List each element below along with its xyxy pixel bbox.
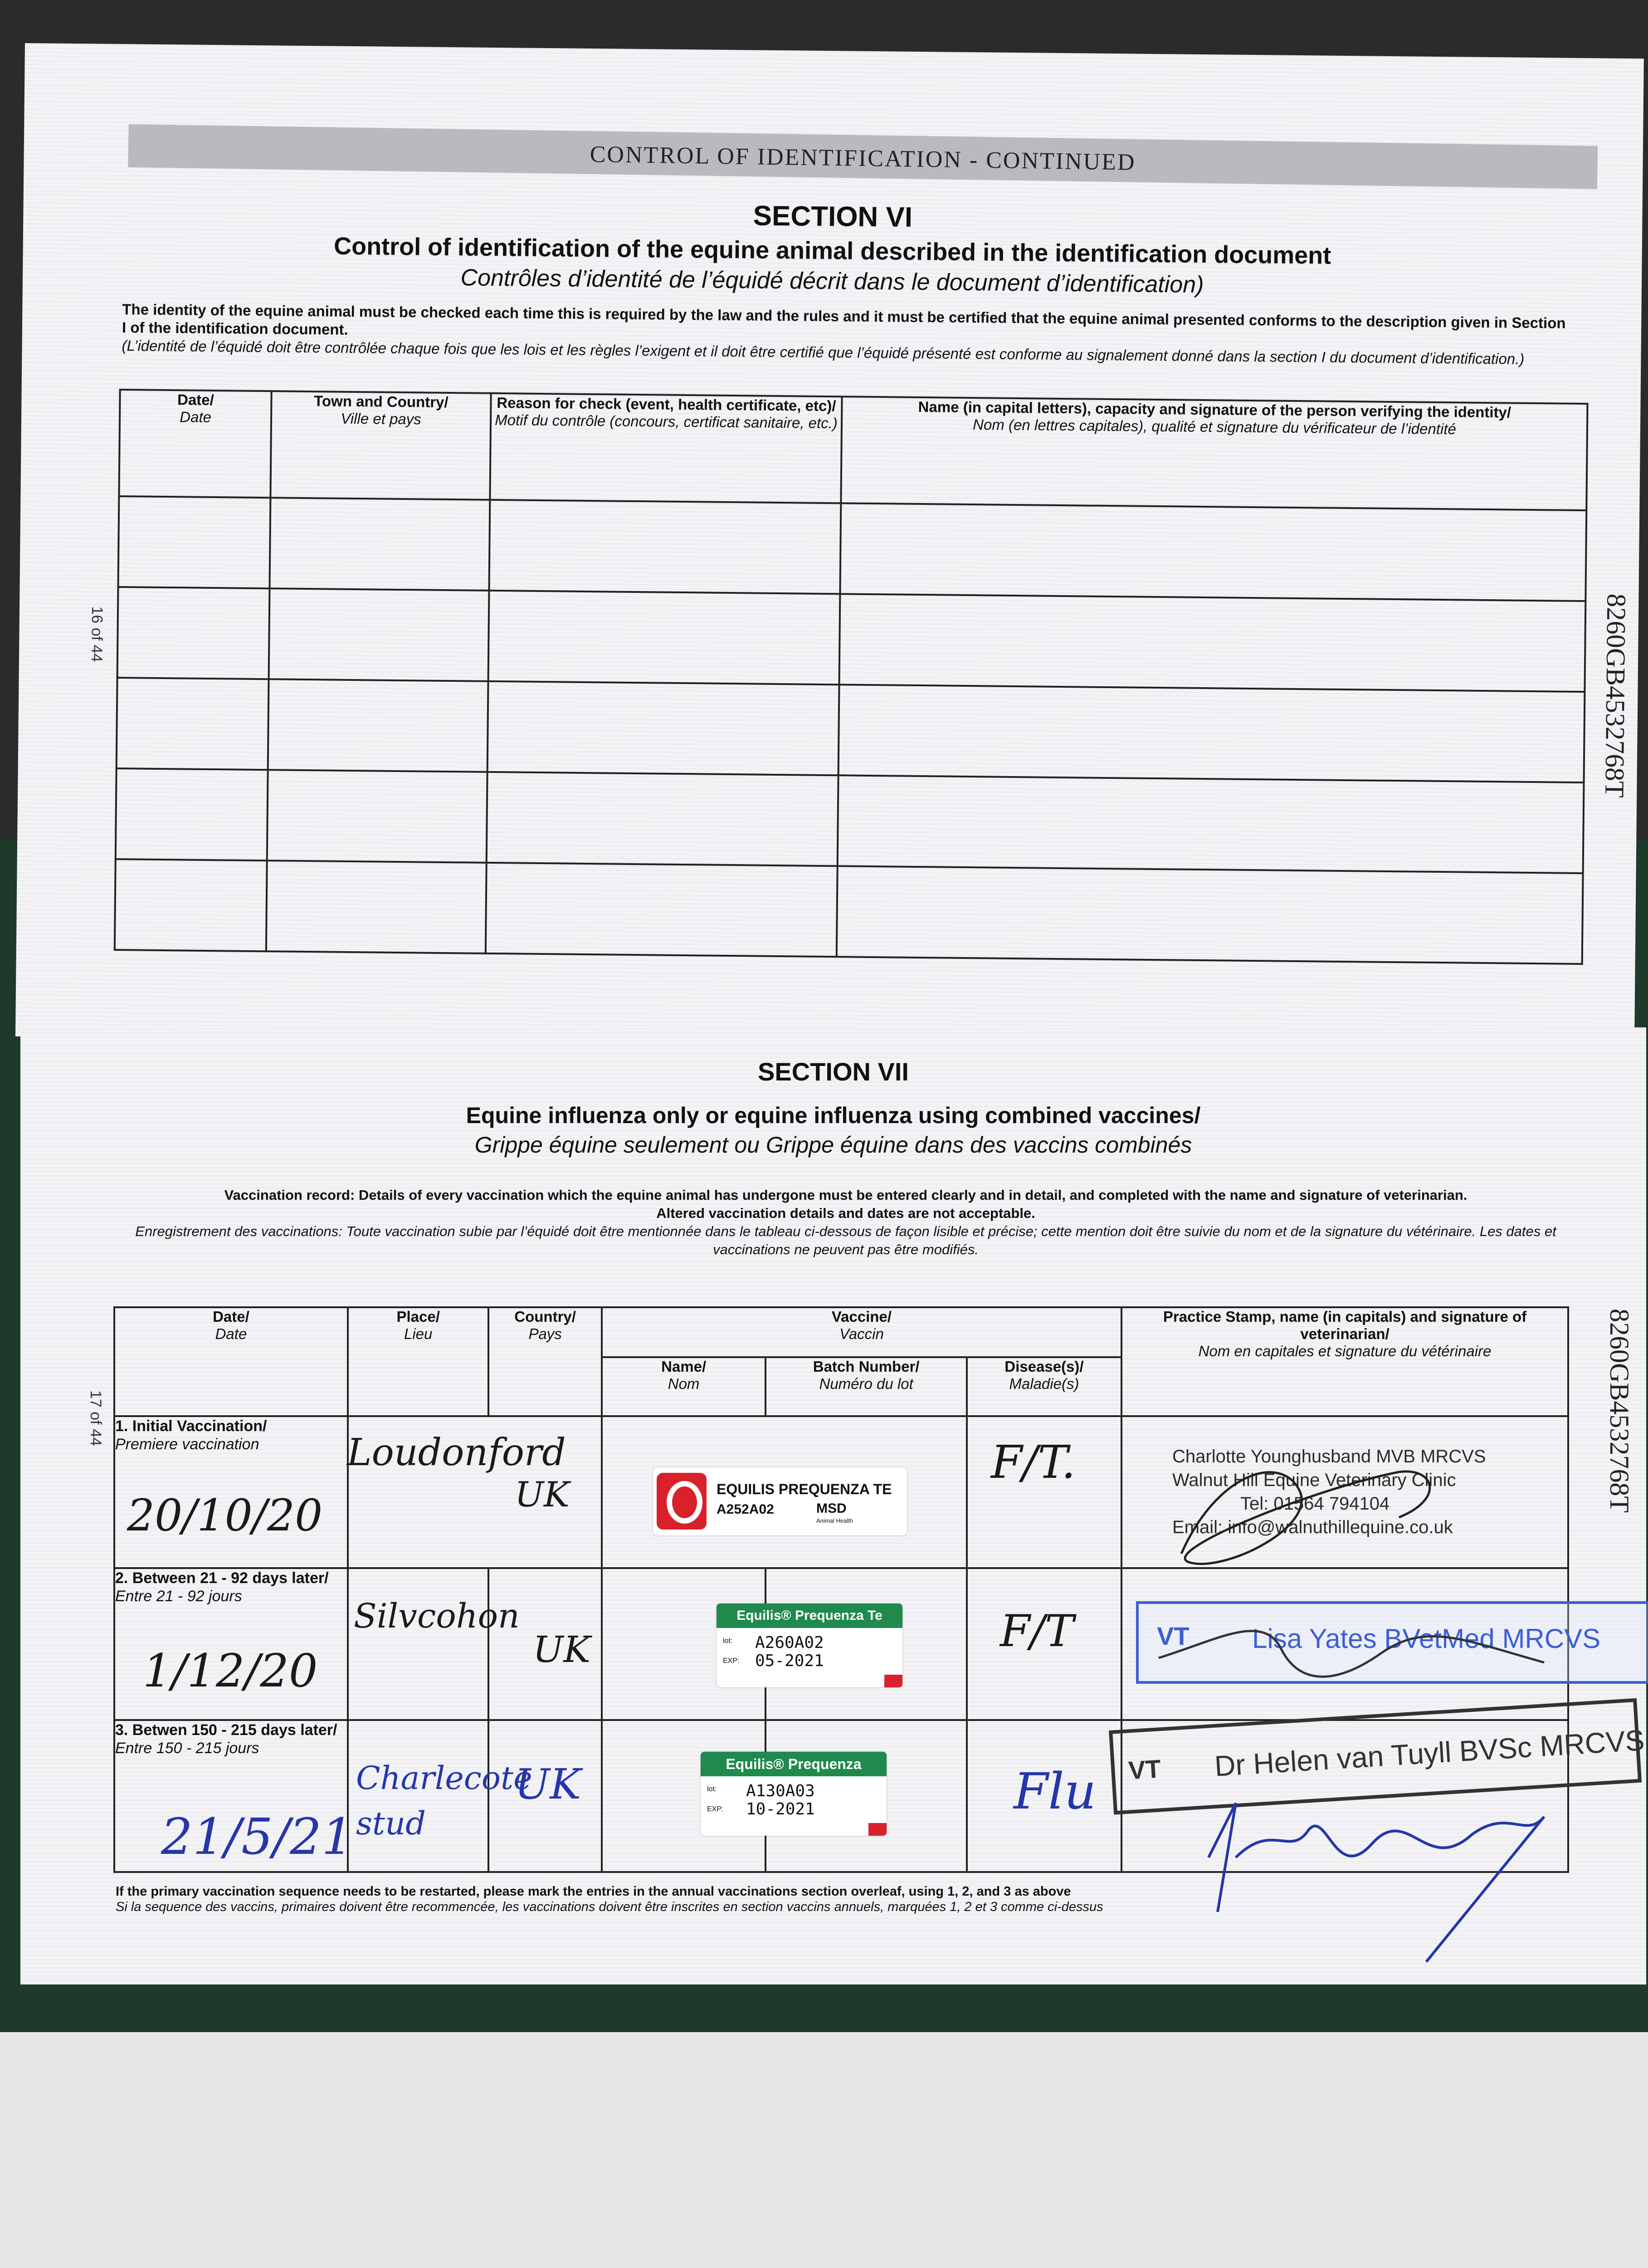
row-3-date: 21/5/21 (161, 1808, 354, 1866)
row-2-date: 1/12/20 (143, 1644, 318, 1697)
banner-title: CONTROL OF IDENTIFICATION - CONTINUED (590, 141, 1136, 176)
row-2-place-cell[interactable] (348, 1568, 489, 1720)
empty-cell[interactable] (116, 768, 268, 860)
lower-page (20, 1027, 1646, 1984)
header-batch: Batch Number/ Numéro du lot (765, 1357, 966, 1416)
row-3-stamp-name: Dr Helen van Tuyll BVSc MRCVS (1214, 1724, 1646, 1783)
empty-cell[interactable] (839, 594, 1586, 692)
table-row (118, 496, 1586, 601)
page-number-17: 17 of 44 (87, 1390, 104, 1446)
table-row (115, 859, 1583, 964)
empty-cell[interactable] (488, 681, 839, 775)
row-1-disease: F/T. (991, 1436, 1076, 1489)
identity-check-table (114, 389, 1589, 965)
vt-logo: VT (1127, 1754, 1162, 1785)
row-1-vaccine-sticker (653, 1467, 907, 1535)
row-3-vaccine-exp: 10-2021 (746, 1800, 815, 1818)
footnote-en: If the primary vaccination sequence needs to be restarted, please mark the entries in the annual vaccinations section overleaf, using 1, 2, and 3 as above (116, 1884, 1071, 1899)
empty-cell[interactable] (269, 498, 490, 591)
intro-en-2: Altered vaccination details and dates are not acceptable. (656, 1205, 1035, 1221)
row-3-place: Charlecote stud (356, 1760, 532, 1842)
stamp-line: Tel: 01564 794104 (1240, 1494, 1390, 1514)
empty-cell[interactable] (838, 775, 1584, 873)
empty-cell[interactable] (839, 684, 1585, 782)
empty-cell[interactable] (486, 863, 838, 957)
col-date: Date/ Date (119, 390, 271, 498)
label-tab (868, 1823, 887, 1836)
prequenza-logo (657, 1473, 707, 1530)
header-date: Date/ Date (114, 1307, 348, 1416)
scanner-background (0, 2032, 1648, 2268)
exp-prefix: EXP: (707, 1805, 724, 1813)
section-vi-title-fr: Contrôles d’identité de l’équidé décrit dans le document d’identification) (460, 264, 1204, 298)
stamp-line: Email: info@walnuthillequine.co.uk (1172, 1517, 1453, 1537)
page-number-16: 16 of 44 (88, 606, 106, 662)
section-vi-title-en: Control of identification of the equine animal described in the identification document (333, 232, 1331, 269)
label-tab (884, 1675, 902, 1687)
msd-sub: Animal Health (816, 1517, 853, 1524)
row-2-place: Silvcohon (354, 1597, 520, 1636)
empty-cell[interactable] (117, 678, 269, 770)
row-1-vaccine-batch: A252A02 (717, 1502, 774, 1517)
col-town-country: Town and Country/ Ville et pays (270, 391, 491, 500)
section-vii-title-fr: Grippe équine seulement ou Grippe équine dans des vaccins combinés (474, 1132, 1192, 1158)
empty-cell[interactable] (117, 587, 270, 679)
row-3-signature (1100, 1767, 1599, 1975)
row-2-vaccine-name: Equilis® Prequenza Te (717, 1603, 902, 1628)
row-1-place: Loudonford (347, 1431, 566, 1474)
row-2-signature (1145, 1585, 1553, 1703)
footnote (116, 1884, 1204, 1915)
row-2-vaccine-sticker (717, 1603, 902, 1687)
header-country: Country/ Pays (488, 1307, 601, 1416)
passport-serial-upper: 8260GB4532768T (1599, 593, 1632, 798)
footnote-fr: Si la sequence des vaccins, primaires doivent être recommencée, les vaccinations doivent être inscrites en section vaccins annuels, marquées 1, 2 et 3 comme ci-dessus (116, 1900, 1103, 1914)
row-3-vaccine-name: Equilis® Prequenza (701, 1752, 887, 1776)
row-2-label: 2. Between 21 - 92 days later/ Entre 21 - 92 jours (114, 1568, 348, 1720)
msd-logo: MSD (816, 1501, 847, 1516)
table-row (117, 678, 1585, 782)
table-row (117, 587, 1586, 692)
exp-prefix: EXP: (723, 1657, 740, 1665)
col-verifier: Name (in capital letters), capacity and signature of the person verifying the identity/ Nom (en lettres capitales), qualité et signature du vérificateur de l’identité (841, 396, 1587, 510)
empty-cell[interactable] (115, 859, 267, 951)
intro-en-1: Vaccination record: Details of every vaccination which the equine animal has undergone must be entered clearly and in detail, and completed with the name and signature of veterinarian. (224, 1187, 1468, 1203)
row-3-country: UK (515, 1760, 581, 1809)
row-2-stamp-name: Lisa Yates BVetMed MRCVS (1252, 1623, 1601, 1654)
row-2-disease: F/T (1000, 1606, 1074, 1657)
header-vaccine: Vaccine/ Vaccin (602, 1307, 1121, 1357)
empty-cell[interactable] (267, 770, 488, 863)
row-3-label: 3. Betwen 150 - 215 days later/ Entre 150 - 215 jours (114, 1720, 348, 1872)
row-3-disease: Flu (1014, 1762, 1097, 1820)
row-2-vaccine-lot: A260A02 (755, 1633, 824, 1652)
row-1-country: UK (515, 1474, 570, 1515)
empty-cell[interactable] (487, 772, 839, 866)
empty-cell[interactable] (118, 496, 270, 588)
lot-prefix: lot: (723, 1637, 733, 1645)
intro-en: The identity of the equine animal must be checked each time this is required by the law and the rules and it must be certified that the equine animal presented conforms to the description given in Section I of the identification document. (122, 301, 1566, 338)
stamp-line: Walnut Hill Equine Veterinary Clinic (1172, 1470, 1456, 1490)
passport-serial-lower: 8260GB4532768T (1604, 1309, 1634, 1513)
row-2-country: UK (533, 1628, 591, 1671)
col-reason: Reason for check (event, health certificate, etc)/ Motif du contrôle (concours, certificat sanitaire, etc.) (490, 393, 842, 503)
section-vi-intro (122, 300, 1573, 369)
empty-cell[interactable] (840, 503, 1586, 601)
header-practice: Practice Stamp, name (in capitals) and signature of veterinarian/ Nom en capitales et signature du vétérinaire (1121, 1307, 1568, 1416)
row-1-vaccine-name: EQUILIS PREQUENZA TE (717, 1481, 892, 1497)
empty-cell[interactable] (269, 588, 489, 681)
row-1-signature (1163, 1436, 1490, 1590)
intro-fr: (L’identité de l’équidé doit être contrôlée chaque fois que les lois et les règles l’exigent et il doit être certifié que l’équidé présenté est conforme au signalement donné dans la section I du document d’identification.) (122, 337, 1525, 367)
section-vii-intro (120, 1186, 1571, 1259)
empty-cell[interactable] (268, 679, 488, 772)
section-banner (128, 124, 1598, 189)
stamp-line: Charlotte Younghusband MVB MRCVS (1172, 1447, 1486, 1466)
row-1-date: 20/10/20 (127, 1490, 323, 1541)
vt-logo: VT (1157, 1622, 1190, 1650)
empty-cell[interactable] (489, 500, 841, 594)
row-2-vaccine-exp: 05-2021 (755, 1652, 824, 1670)
header-vaccine-name: Name/ Nom (602, 1357, 766, 1416)
section-vii-heading: SECTION VII (758, 1057, 909, 1086)
empty-cell[interactable] (837, 866, 1583, 964)
row-3-vaccine-sticker (701, 1752, 887, 1836)
row-3-vaccine-lot: A130A03 (746, 1782, 815, 1800)
empty-cell[interactable] (488, 591, 840, 684)
header-disease: Disease(s)/ Maladie(s) (967, 1357, 1121, 1416)
lot-prefix: lot: (707, 1785, 717, 1793)
table-row (116, 768, 1584, 873)
upper-page (15, 43, 1644, 1052)
section-vi-heading: SECTION VI (753, 200, 913, 233)
empty-cell[interactable] (266, 860, 487, 953)
header-place: Place/ Lieu (348, 1307, 489, 1416)
section-vii-title-en: Equine influenza only or equine influenza using combined vaccines/ (466, 1103, 1201, 1128)
row-1-label: 1. Initial Vaccination/ Premiere vaccination (114, 1416, 348, 1568)
intro-fr: Enregistrement des vaccinations: Toute vaccination subie par l’équidé doit être mentionnée dans le tableau ci-dessous de façon lisible et précise; cette mention doit être suivie du nom et de la signature du vétérinaire. Les dates et vaccinations ne peuvent pas être modifiés. (135, 1223, 1556, 1257)
